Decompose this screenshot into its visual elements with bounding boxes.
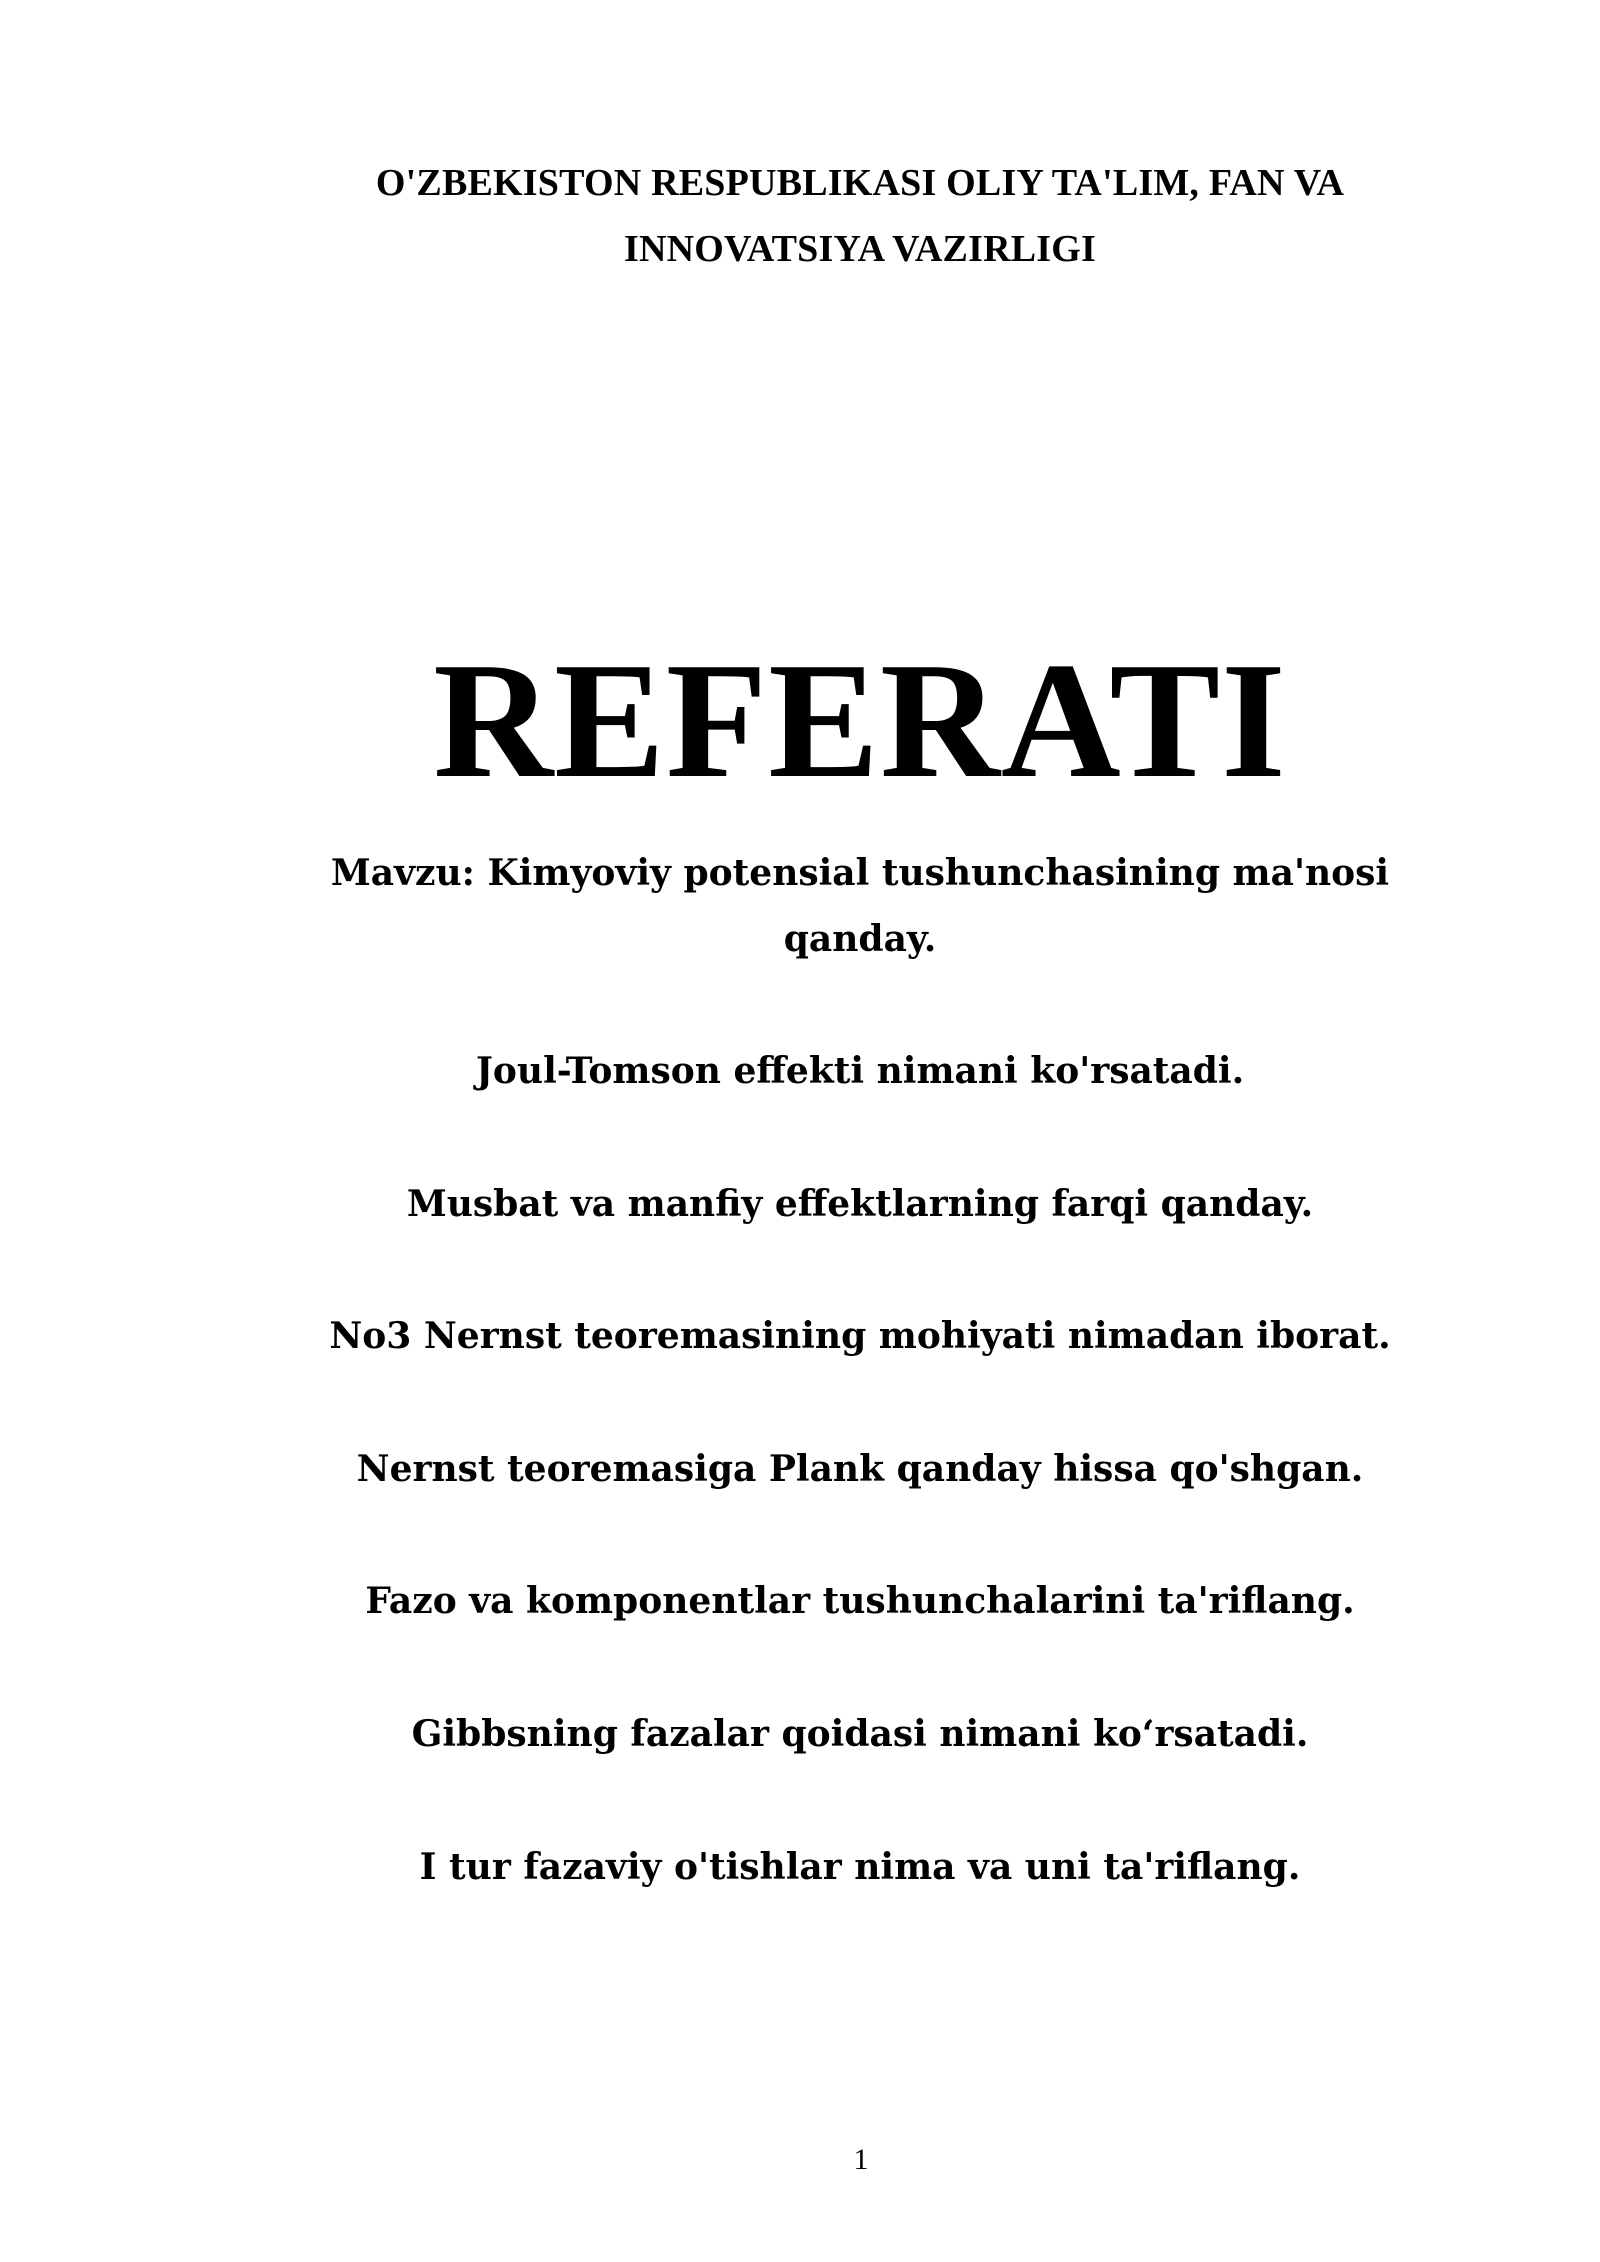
question-item: Fazo va komponentlar tushunchalarini ta'riflang.: [365, 1580, 1355, 1623]
ministry-heading: [250, 150, 1470, 282]
question-item: Musbat va manfiy effektlarning farqi qanday.: [406, 1182, 1314, 1225]
question-item: No3 Nernst teoremasining mohiyati nimadan iborat.: [329, 1315, 1391, 1358]
topic-line2: qanday.: [783, 918, 937, 960]
ministry-heading-line2: INNOVATSIYA VAZIRLIGI: [623, 228, 1097, 270]
question-item: Gibbsning fazalar qoidasi nimani ko‘rsatadi.: [411, 1712, 1309, 1755]
topic-line1: Mavzu: Kimyoviy potensial tushunchasining ma'nosi: [330, 852, 1390, 894]
document-title: REFERATI: [433, 628, 1287, 812]
question-item: I tur fazaviy o'tishlar nima va uni ta'riflang.: [419, 1845, 1301, 1888]
question-item: Nernst teoremasiga Plank qanday hissa qo'shgan.: [356, 1447, 1364, 1490]
ministry-heading-line1: O'ZBEKISTON RESPUBLIKASI OLIY TA'LIM, FAN VA: [375, 162, 1345, 204]
question-item: Joul-Tomson effekti nimani ko'rsatadi.: [475, 1050, 1245, 1092]
question-list: [250, 1038, 1470, 1966]
page-number: 1: [853, 2143, 869, 2176]
topic-heading: [250, 840, 1470, 972]
